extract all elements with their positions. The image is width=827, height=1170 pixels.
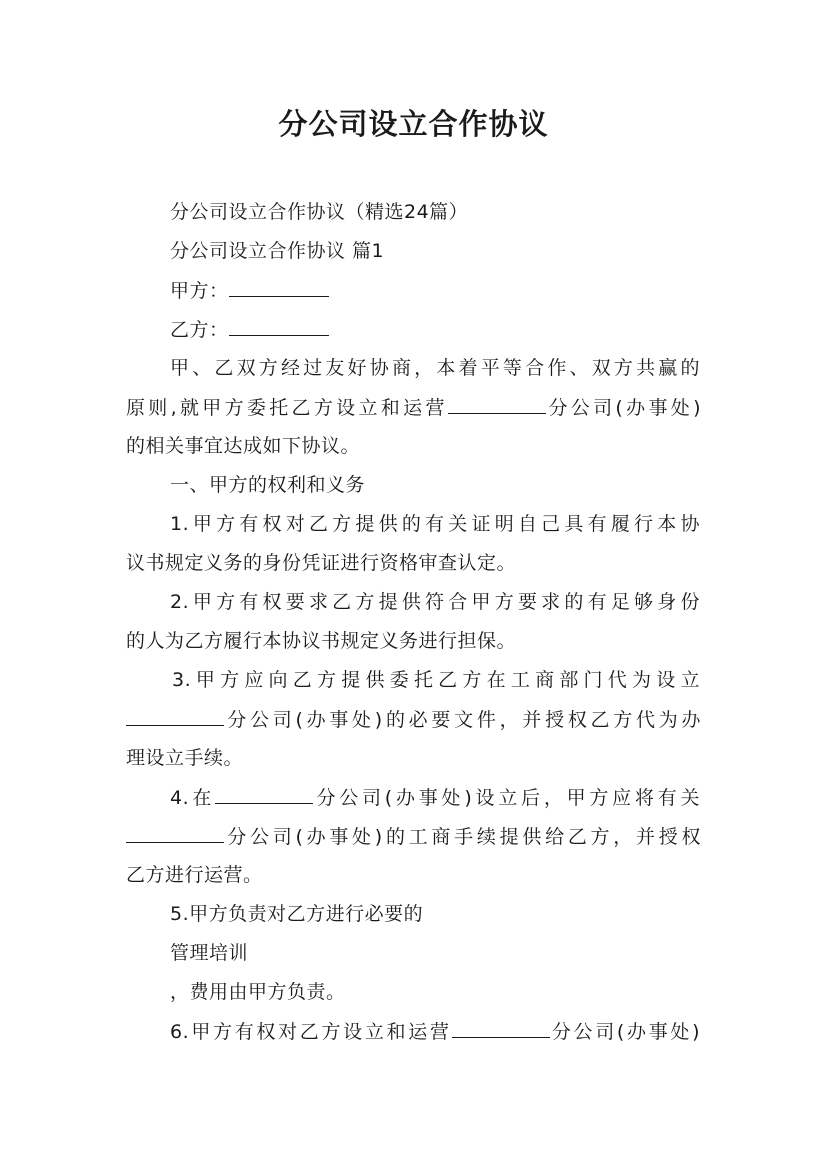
item6-blank <box>452 1018 550 1038</box>
item4-line-3: 乙方进行运营。 <box>126 864 263 886</box>
subtitle: 分公司设立合作协议（精选24篇） <box>170 201 469 223</box>
item4-blank-2 <box>126 823 224 843</box>
intro-line-1: 甲、乙双方经过友好协商，本着平等合作、双方共赢的 <box>170 357 700 379</box>
item5-line-3: ，费用由甲方负责。 <box>170 981 346 1003</box>
branch-name-blank <box>448 394 546 414</box>
document-title: 分公司设立合作协议 <box>278 107 549 141</box>
heading-1: 一、甲方的权利和义务 <box>170 474 366 496</box>
section-title: 分公司设立合作协议 篇1 <box>170 240 385 262</box>
party-b-line <box>170 316 329 343</box>
item3-line-3: 理设立手续。 <box>126 747 244 769</box>
item2-line-2: 的人为乙方履行本协议书规定义务进行担保。 <box>126 630 517 652</box>
party-a-label: 甲方： <box>170 280 229 302</box>
intro-line-2: 原则,就甲方委托乙方设立和运营 分公司(办事处) <box>126 394 701 421</box>
item2-line-1: 2.甲方有权要求乙方提供符合甲方要求的有足够身份 <box>170 591 700 613</box>
item4-line-1: 4.在 分公司(办事处)设立后，甲方应将有关 <box>170 784 700 811</box>
item5-line-2: 管理培训 <box>170 942 249 964</box>
party-a-blank <box>229 277 329 297</box>
item1-line-2: 议书规定义务的身份凭证进行资格审查认定。 <box>126 552 517 574</box>
party-b-blank <box>229 316 329 336</box>
item1-line-1: 1.甲方有权对乙方提供的有关证明自己具有履行本协 <box>170 513 700 535</box>
item6-line-1: 6.甲方有权对乙方设立和运营 分公司(办事处) <box>170 1018 700 1045</box>
party-b-label: 乙方： <box>170 319 229 341</box>
intro-line-3: 的相关事宜达成如下协议。 <box>126 435 361 457</box>
item4-line-2: 分公司(办事处)的工商手续提供给乙方，并授权 <box>126 823 701 850</box>
item3-line-1: 3.甲方应向乙方提供委托乙方在工商部门代为设立 <box>172 669 700 691</box>
item3-line-2: 分公司(办事处)的必要文件，并授权乙方代为办 <box>126 706 701 733</box>
item3-blank <box>126 706 224 726</box>
item5-line-1: 5.甲方负责对乙方进行必要的 <box>170 903 424 925</box>
party-a-line <box>170 277 329 304</box>
item4-blank-1 <box>215 784 313 804</box>
